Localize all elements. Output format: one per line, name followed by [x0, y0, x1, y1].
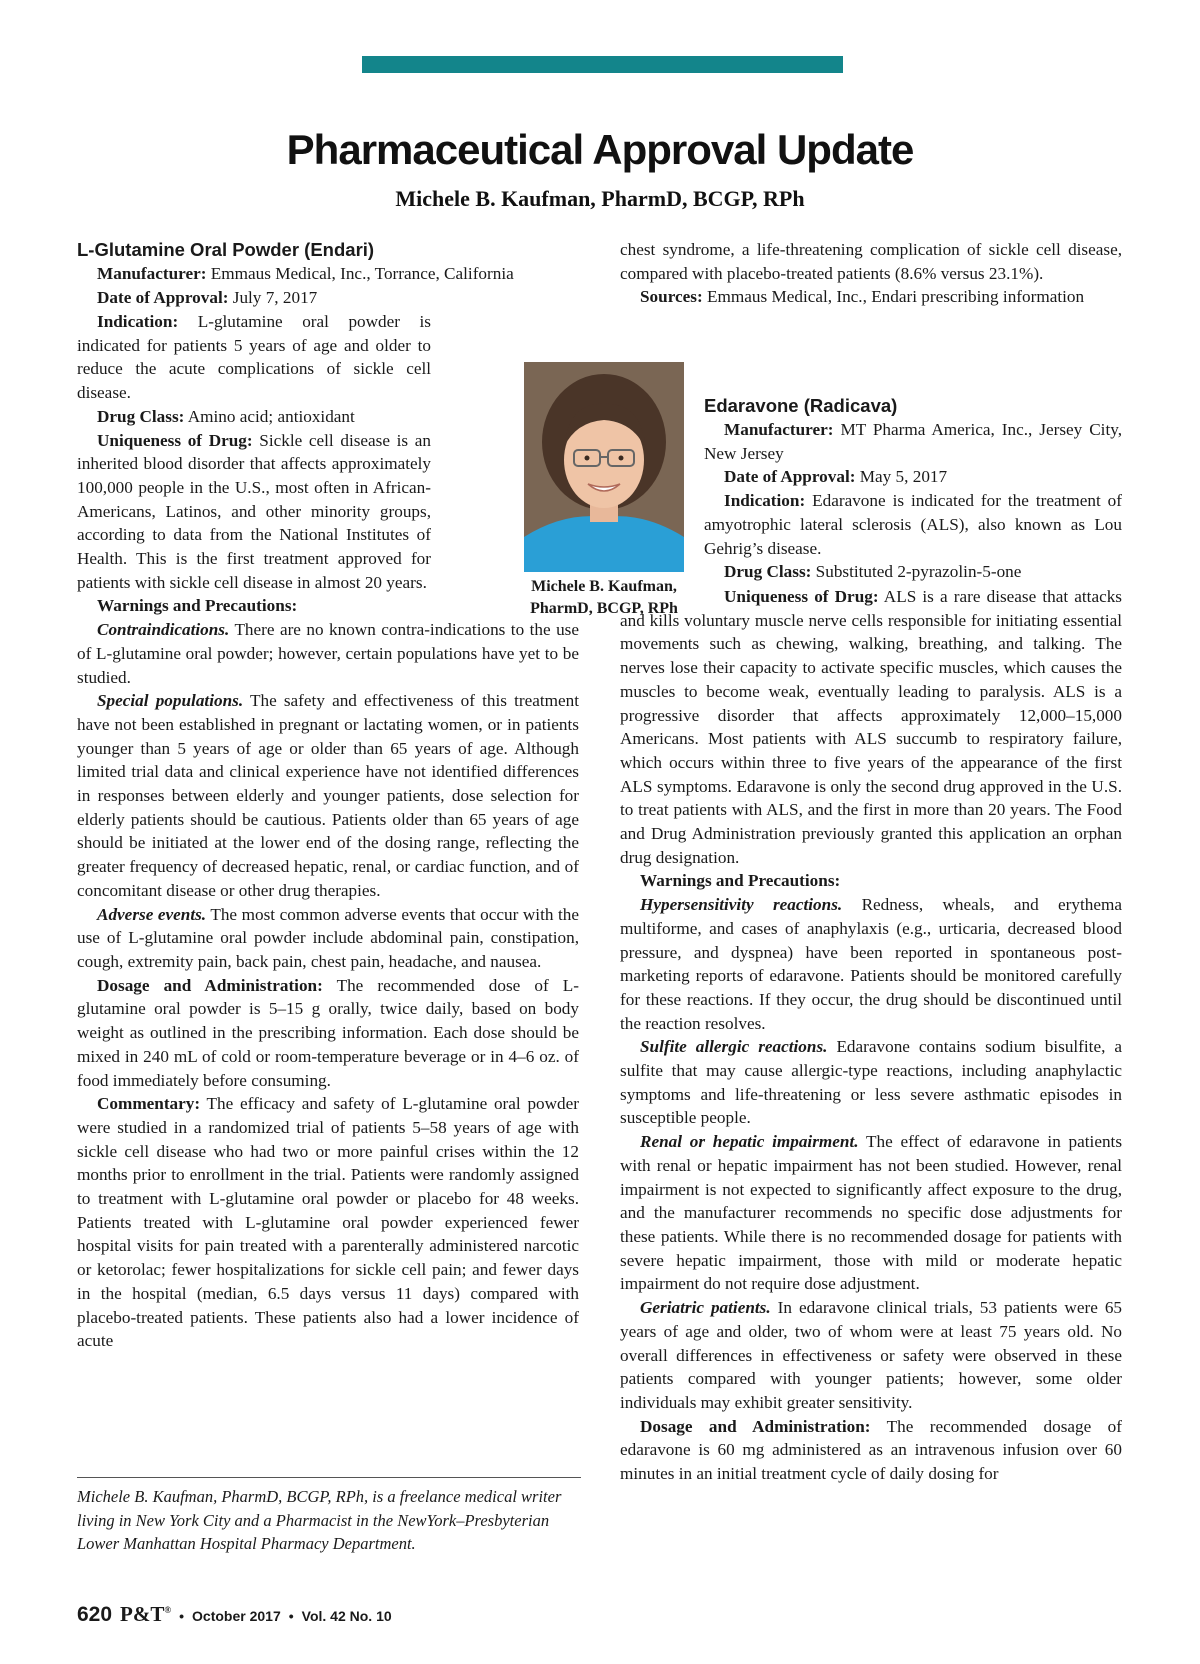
edaravone-sulfite	[620, 1035, 1122, 1130]
value: Redness, wheals, and erythema multiforme, and cases of anaphylaxis (e.g., urticaria, decreased blood pressure, and dyspnea) have been reported in spontaneous post-marketing reports of edaravone. Patients should be monitored carefully for these reactions. If they occur, the drug should be discontinued until the reaction resolves.	[620, 895, 1122, 1033]
caption-line: PharmD, BCGP, RPh	[530, 600, 678, 617]
value: There are no known contra-indications to the use of L-glutamine oral powder; however, certain populations have yet to be studied.	[77, 620, 579, 687]
label: Date of Approval:	[724, 467, 856, 487]
label: Renal or hepatic impairment.	[640, 1132, 859, 1152]
endari-special-populations	[77, 689, 579, 902]
endari-continuation: chest syndrome, a life-threatening complication of sickle cell disease, compared with placebo-treated patients (8.6% versus 23.1%).	[620, 240, 1122, 283]
accent-bar	[362, 56, 843, 73]
edaravone-class	[704, 560, 1122, 584]
right-column-top	[620, 238, 1122, 309]
value: The most common adverse events that occur with the use of L-glutamine oral powder include abdominal pain, constipation, cough, extremity pain, back pain, chest pain, headache, and nausea.	[77, 904, 579, 971]
footer-separator: •	[288, 1608, 294, 1624]
label: Special populations.	[97, 691, 244, 711]
journal-title: P&T	[120, 1602, 165, 1626]
edaravone-manufacturer	[704, 418, 1122, 465]
endari-contraindications	[77, 618, 579, 689]
label: Geriatric patients.	[640, 1298, 771, 1318]
right-column-narrow	[704, 394, 1122, 584]
value: The efficacy and safety of L-glutamine oral powder were studied in a randomized trial of patients 5–58 years of age with sickle cell disease who had two or more painful crises within the 12 months prior to enrollment in the trial. Patients were randomly assigned to treatment with L-glutamine oral powder or placebo for 48 weeks. Patients treated with L-glutamine oral powder experienced fewer hospital visits for pain treated with a parenterally administered narcotic or ketorolac; fewer hospitalizations for sickle cell pain; and fewer days in the hospital (median, 6.5 days versus 11 days) compared with placebo-treated patients. These patients also had a lower incidence of acute	[77, 1094, 579, 1351]
page-number: 620	[77, 1603, 113, 1626]
drug-heading-endari: L-Glutamine Oral Powder (Endari)	[77, 239, 375, 260]
issue-date: October 2017	[192, 1608, 281, 1624]
label: Manufacturer:	[97, 264, 207, 283]
endari-commentary	[77, 1092, 579, 1353]
label: Uniqueness of Drug:	[97, 430, 253, 450]
label: Sulfite allergic reactions.	[640, 1037, 828, 1057]
page-title: Pharmaceutical Approval Update	[286, 126, 914, 173]
endari-sources	[620, 285, 1122, 309]
value: The recommended dose of L-glutamine oral powder is 5–15 g orally, twice daily, based on body weight as outlined in the prescribing information. Each dose should be mixed in 240 mL of cold or room-temperature beverage or in 4–6 oz. of food immediately before consuming.	[77, 975, 579, 1090]
left-column-top	[77, 238, 579, 309]
label: Drug Class:	[97, 406, 185, 426]
byline: Michele B. Kaufman, PharmD, BCGP, RPh	[395, 186, 805, 211]
page-footer	[77, 1602, 392, 1627]
value: Emmaus Medical, Inc., Endari prescribing information	[707, 287, 1085, 307]
label: Commentary:	[97, 1094, 201, 1114]
value: July 7, 2017	[232, 287, 318, 307]
label: Drug Class:	[724, 562, 812, 582]
drug-heading-edaravone: Edaravone (Radicava)	[704, 395, 898, 416]
endari-adverse-events	[77, 903, 579, 974]
bio-divider	[77, 1477, 581, 1478]
value: MT Pharma America, Inc., Jersey City, New Jersey	[704, 420, 1122, 463]
label: Dosage and Administration:	[97, 975, 323, 995]
value: Edaravone is indicated for the treatment of amyotrophic lateral sclerosis (ALS), also known as Lou Gehrig’s disease.	[704, 491, 1122, 558]
label: Hypersensitivity reactions.	[640, 895, 843, 915]
value: Edaravone contains sodium bisulfite, a sulfite that may cause allergic-type reactions, including anaphylactic symptoms and life-threatening or less severe asthmatic episodes in susceptible people.	[620, 1037, 1122, 1128]
label: Uniqueness of Drug:	[724, 587, 879, 606]
value: May 5, 2017	[859, 467, 948, 487]
endari-approval	[77, 286, 579, 310]
registered-mark: ®	[164, 1605, 172, 1615]
edaravone-indication	[704, 489, 1122, 560]
value: In edaravone clinical trials, 53 patients were 65 years of age and older, two of whom were at least 75 years old. No overall differences in effectiveness or safety were observed in these patients compared with younger patients; however, some older individuals may exhibit greater sensitivity.	[620, 1298, 1123, 1412]
right-column-main	[620, 585, 1122, 1486]
caption-line: Michele B. Kaufman,	[531, 578, 677, 595]
author-photo	[524, 362, 684, 572]
edaravone-geriatric	[620, 1296, 1122, 1415]
endari-warnings-heading	[77, 594, 579, 618]
footer-separator: •	[179, 1608, 185, 1624]
journal-name	[120, 1602, 171, 1627]
value: The effect of edaravone in patients with renal or hepatic impairment has not been studied. However, renal impairment is not expected to significantly affect exposure to the drug, and the manufacturer recommends no specific dose adjustments for these patients. While there is no recommended dosage for patients with severe hepatic impairment, those with mild or moderate hepatic impairment do not require dose adjustment.	[620, 1132, 1123, 1294]
endari-manufacturer	[77, 262, 579, 286]
edaravone-hypersensitivity	[620, 893, 1122, 1035]
label: Manufacturer:	[724, 420, 834, 439]
label: Adverse events.	[97, 904, 207, 924]
label: Indication:	[724, 491, 806, 511]
edaravone-renal-hepatic	[620, 1130, 1122, 1296]
value: The recommended dosage of edaravone is 60 mg administered as an intravenous infusion over 60 minutes in an initial treatment cycle of daily dosing for	[620, 1416, 1122, 1484]
caption-float-spacer	[620, 585, 704, 608]
edaravone-warnings-heading	[620, 869, 1122, 893]
edaravone-uniqueness	[620, 585, 1122, 869]
label: Date of Approval:	[97, 287, 229, 307]
value: Amino acid; antioxidant	[187, 406, 355, 426]
label: Warnings and Precautions:	[97, 596, 298, 616]
author-bio: Michele B. Kaufman, PharmD, BCGP, RPh, is a freelance medical writer living in New York City and a Pharmacist in the NewYork–Presbyterian Lower Manhattan Hospital Pharmacy Department.	[77, 1487, 562, 1553]
edaravone-approval	[704, 465, 1122, 489]
endari-dosage	[77, 974, 579, 1093]
value: ALS is a rare disease that attacks and kills voluntary muscle nerve cells responsible for initiating essential movements such as chewing, walking, breathing, and talking. The nerves lose their capacity to activate specific muscles, which causes the muscles to become weak, eventually leading to paralysis. ALS is a progressive disorder that affects approximately 12,000–15,000 Americans. Most patients with ALS succumb to respiratory failure, which occurs within three to five years of the appearance of the first ALS symptoms. Edaravone is only the second drug approved in the U.S. to treat patients with ALS, and the first in more than 20 years. The Food and Drug Administration previously granted this application an orphan drug designation.	[620, 587, 1122, 867]
label: Dosage and Administration:	[640, 1416, 871, 1436]
value: Sickle cell disease is an inherited blood disorder that affects approximately 100,000 people in the U.S., most often in African-Americans, Latinos, and other minority groups, according to data from the National Institutes of Health. This is the first treatment approved for patients with sickle cell disease in almost 20 years.	[77, 430, 432, 592]
value: Emmaus Medical, Inc., Torrance, California	[210, 264, 514, 283]
label: Sources:	[640, 287, 703, 307]
label: Contraindications.	[97, 620, 230, 640]
value: L-glutamine oral powder is indicated for patients 5 years of age and older to reduce the acute complications of sickle cell disease.	[77, 312, 431, 403]
issue-volume: Vol. 42 No. 10	[301, 1608, 392, 1624]
label: Indication:	[97, 312, 179, 331]
left-column-wrap	[77, 310, 579, 1353]
author-portrait-illustration	[524, 362, 684, 572]
edaravone-dosage	[620, 1415, 1122, 1486]
label: Warnings and Precautions:	[640, 871, 841, 891]
value: The safety and effectiveness of this treatment have not been established in pregnant or lactating women, or in patients younger than 5 years of age or older than 65 years of age. Although limited trial data and clinical experience have not identified differences in responses between elderly and younger patients, dose selection for elderly patients should be cautious. Patients older than 65 years of age should be initiated at the lower end of the dosing range, reflecting the greater frequency of decreased hepatic, renal, or cardiac function, and of concomitant disease or other drug therapies.	[77, 691, 579, 900]
value: Substituted 2-pyrazolin-5-one	[815, 562, 1022, 582]
